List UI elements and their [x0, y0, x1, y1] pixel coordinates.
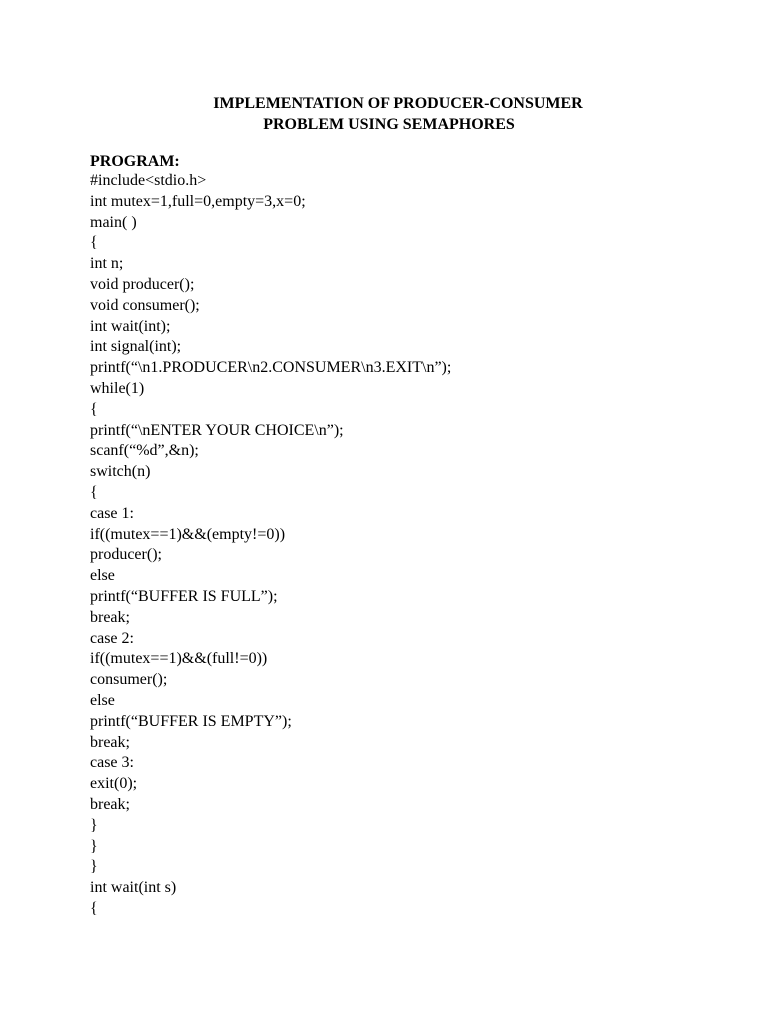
code-line: break;: [90, 733, 130, 751]
code-line: {: [90, 234, 98, 252]
code-line: case 3:: [90, 754, 134, 772]
code-line: {: [90, 483, 98, 501]
program-label: PROGRAM:: [90, 153, 180, 170]
code-line: scanf(“%d”,&n);: [90, 442, 199, 460]
code-line: int wait(int s): [90, 879, 177, 897]
code-line: break;: [90, 795, 130, 813]
code-line: printf(“BUFFER IS FULL”);: [90, 587, 278, 605]
code-line: break;: [90, 608, 130, 626]
code-line: case 1:: [90, 504, 134, 522]
code-line: printf(“\nENTER YOUR CHOICE\n”);: [90, 421, 344, 439]
code-line: else: [90, 567, 115, 585]
code-listing: [90, 171, 451, 920]
code-line: while(1): [90, 379, 145, 397]
code-line: if((mutex==1)&&(empty!=0)): [90, 525, 286, 543]
code-line: int mutex=1,full=0,empty=3,x=0;: [90, 192, 306, 210]
code-line: producer();: [90, 546, 162, 564]
code-line: }: [90, 816, 98, 834]
document-title: [0, 93, 768, 135]
code-line: int signal(int);: [90, 338, 182, 356]
code-line: else: [90, 691, 115, 709]
code-line: }: [90, 837, 98, 855]
code-line: main( ): [90, 213, 137, 231]
code-line: if((mutex==1)&&(full!=0)): [90, 650, 268, 668]
code-line: {: [90, 899, 98, 917]
code-line: case 2:: [90, 629, 134, 647]
code-line: printf(“BUFFER IS EMPTY”);: [90, 712, 292, 730]
code-line: void producer();: [90, 275, 195, 293]
title-line-2: PROBLEM USING SEMAPHORES: [263, 116, 515, 133]
code-line: {: [90, 400, 98, 418]
code-line: }: [90, 858, 98, 876]
code-line: consumer();: [90, 671, 168, 689]
code-line: void consumer();: [90, 296, 200, 314]
code-line: exit(0);: [90, 775, 138, 793]
code-line: int n;: [90, 255, 124, 273]
code-line: printf(“\n1.PRODUCER\n2.CONSUMER\n3.EXIT\n”);: [90, 359, 452, 377]
code-line: switch(n): [90, 463, 151, 481]
code-line: int wait(int);: [90, 317, 171, 335]
code-line: #include<stdio.h>: [90, 172, 207, 189]
title-line-1: IMPLEMENTATION OF PRODUCER-CONSUMER: [213, 95, 583, 112]
